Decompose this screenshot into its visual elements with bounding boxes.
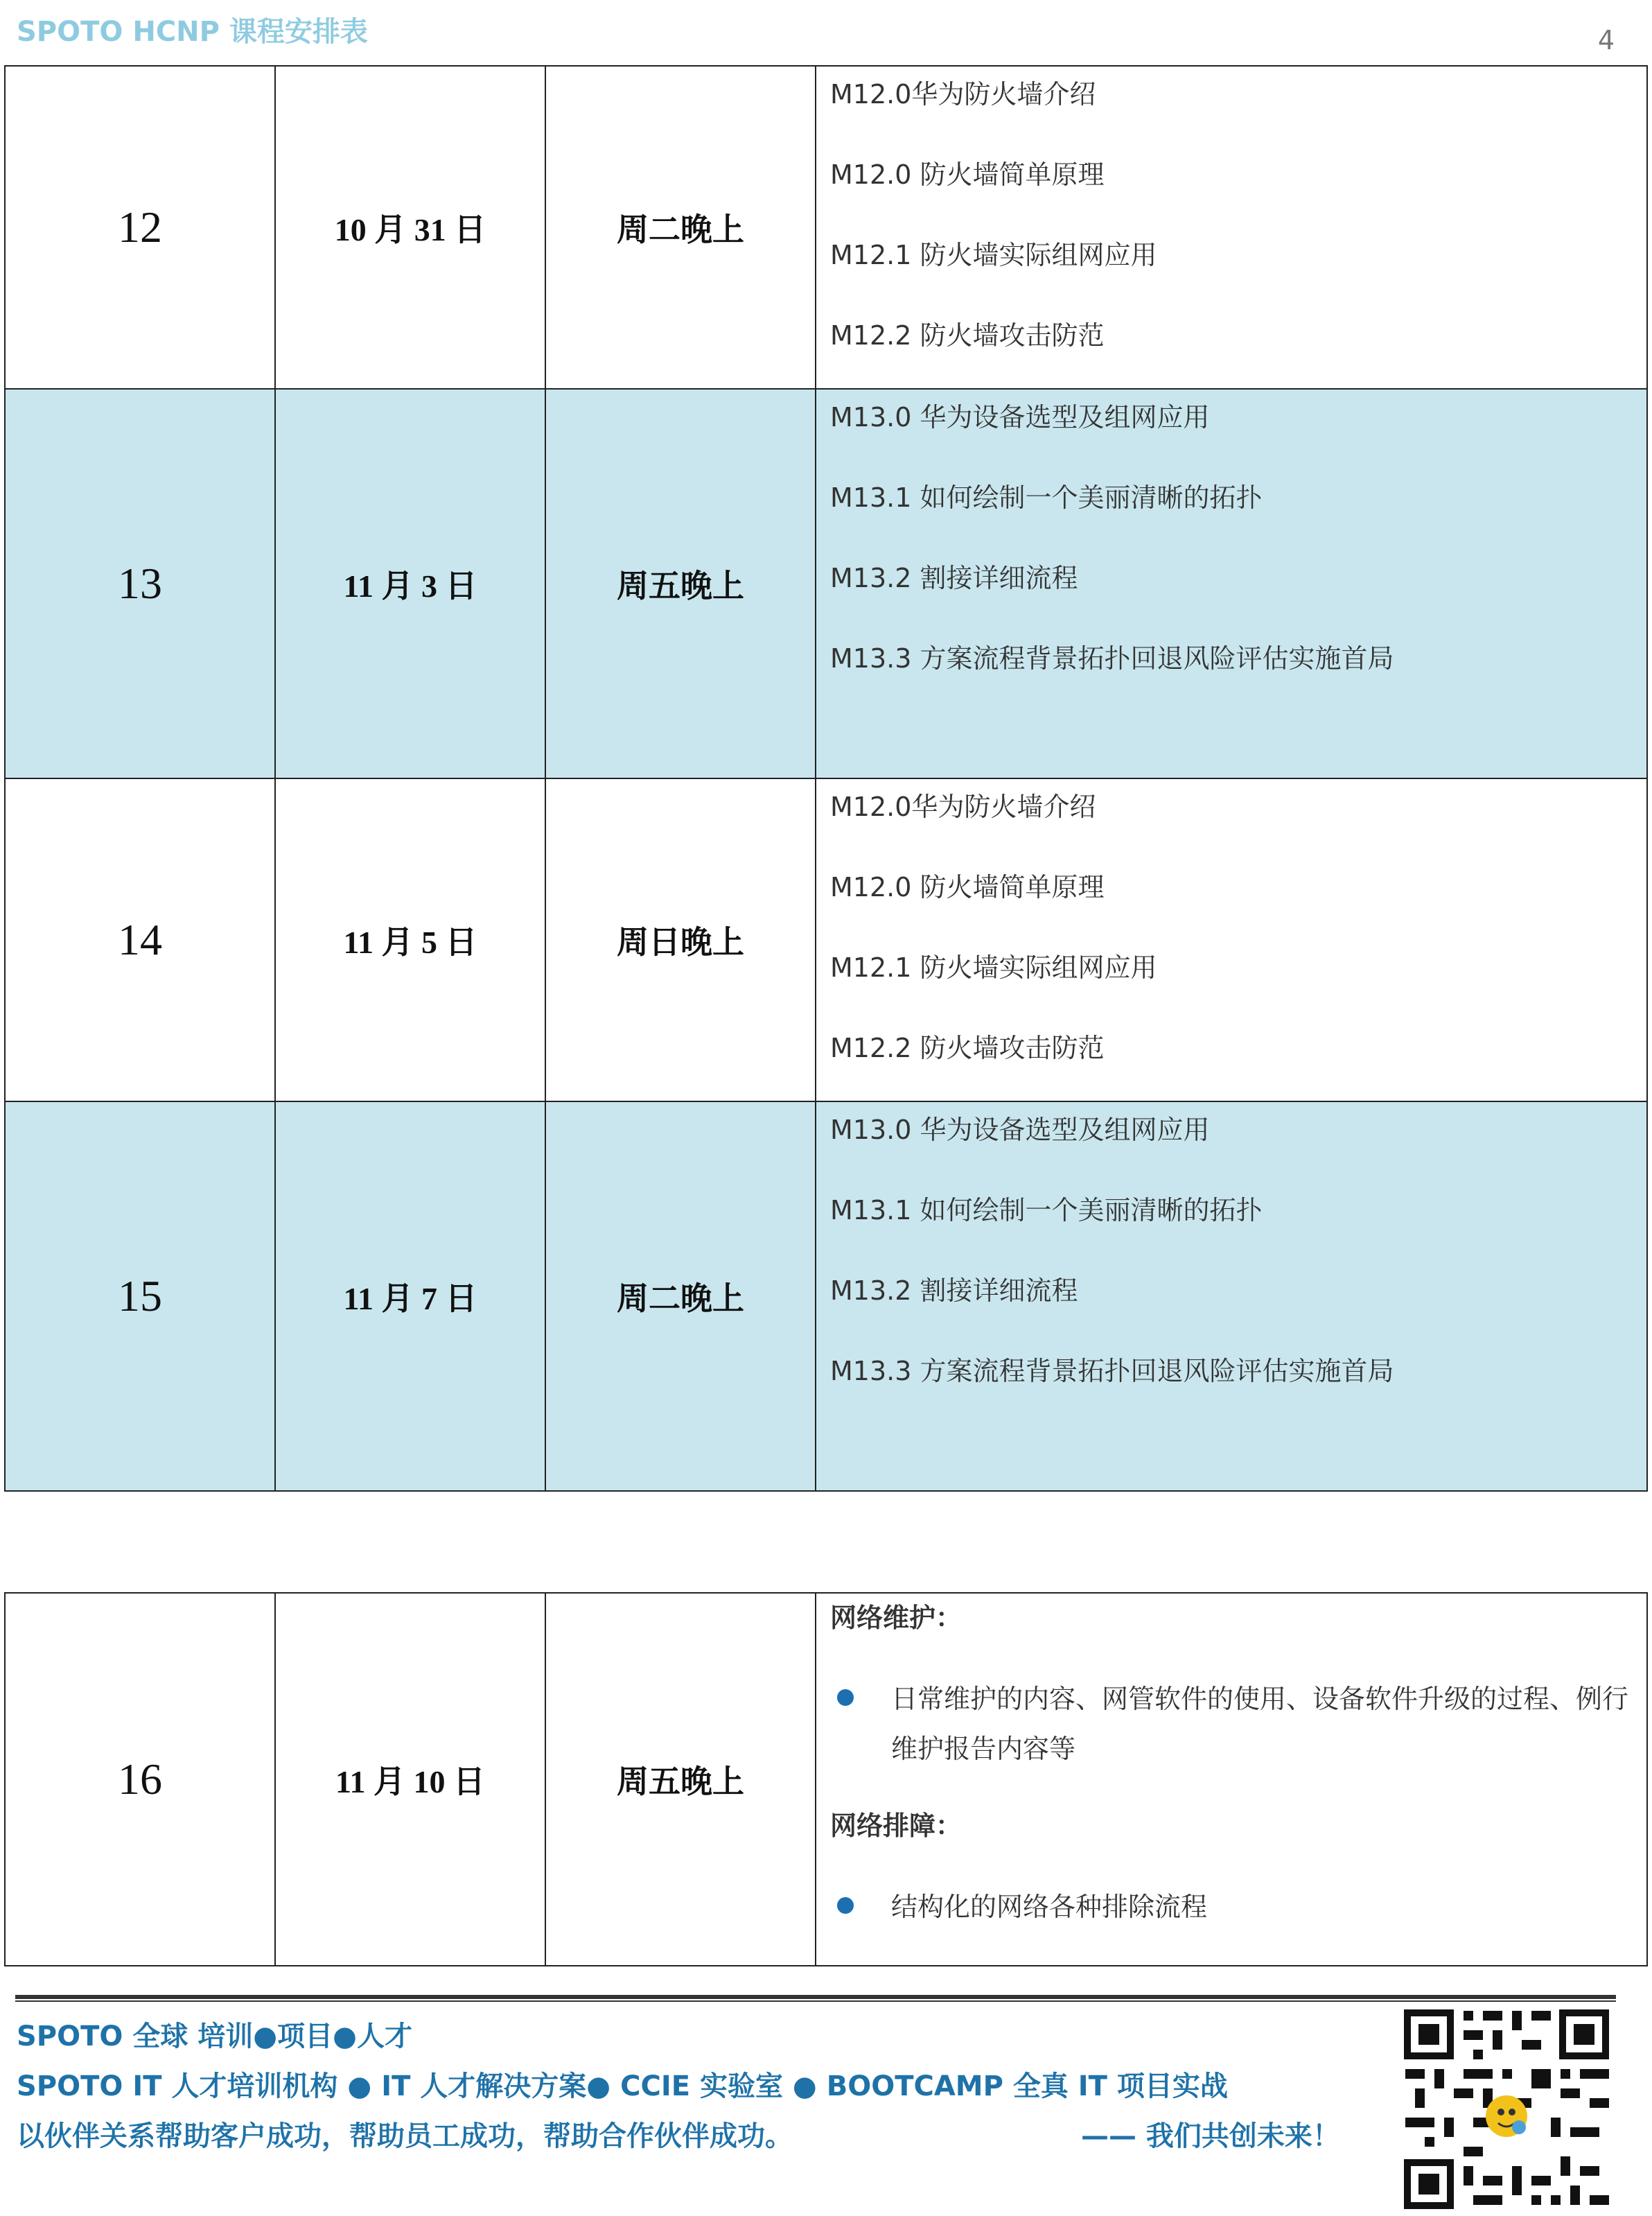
lesson-date: 11 月 7 日 <box>275 1101 545 1491</box>
footer-line-3: 以伙伴关系帮助客户成功，帮助员工成功，帮助合作伙伴成功。 <box>17 2120 793 2152</box>
topic-item: M13.0 华为设备选型及组网应用 <box>830 402 1210 433</box>
topic-item: M13.1 如何绘制一个美丽清晰的拓扑 <box>830 1195 1263 1225</box>
table-row <box>5 1593 1647 1966</box>
footer-line-2: SPOTO IT 人才培训机构 ● IT 人才解决方案● CCIE 实验室 ● BOOTCAMP 全真 IT 项目实战 <box>17 2070 1228 2102</box>
topic-item: M13.3 方案流程背景拓扑回退风险评估实施首局 <box>830 1356 1394 1386</box>
topic-item: M13.2 割接详细流程 <box>830 1275 1078 1306</box>
topic-item: M13.1 如何绘制一个美丽清晰的拓扑 <box>830 482 1263 513</box>
lesson-topics <box>816 778 1647 1101</box>
lesson-topics <box>816 1593 1647 1966</box>
bullet-text: 日常维护的内容、网管软件的使用、设备软件升级的过程、例行维护报告内容等 <box>891 1684 1629 1764</box>
header-title: SPOTO HCNP 课程安排表 <box>17 16 368 48</box>
lesson-time: 周日晚上 <box>545 778 816 1101</box>
lesson-number: 15 <box>5 1101 275 1491</box>
topic-item: M12.0华为防火墙介绍 <box>830 79 1096 110</box>
lesson-number: 14 <box>5 778 275 1101</box>
bullet-item <box>830 1674 1633 1774</box>
lesson-time: 周二晚上 <box>545 66 816 389</box>
topic-item: M12.1 防火墙实际组网应用 <box>830 952 1157 983</box>
schedule-table-a <box>4 65 1648 1492</box>
topic-item: M13.2 割接详细流程 <box>830 563 1078 593</box>
lesson-number: 16 <box>5 1593 275 1966</box>
table-row <box>5 389 1647 778</box>
lesson-date: 11 月 10 日 <box>275 1593 545 1966</box>
footer-slogan: —— 我们共创未来！ <box>1081 2120 1340 2152</box>
lesson-date: 11 月 3 日 <box>275 389 545 778</box>
lesson-topics <box>816 1101 1647 1491</box>
table-row <box>5 66 1647 389</box>
topic-item: M12.2 防火墙攻击防范 <box>830 1033 1105 1063</box>
qr-code-icon <box>1400 2005 1613 2213</box>
lesson-time: 周五晚上 <box>545 389 816 778</box>
topic-item: M13.3 方案流程背景拓扑回退风险评估实施首局 <box>830 643 1394 674</box>
page-number: 4 <box>1597 25 1615 55</box>
topic-item: M12.1 防火墙实际组网应用 <box>830 240 1157 270</box>
lesson-number: 12 <box>5 66 275 389</box>
bullet-item <box>830 1882 1633 1932</box>
topic-item: M12.2 防火墙攻击防范 <box>830 320 1105 351</box>
bullet-dot-icon <box>837 1897 854 1914</box>
schedule-table-b <box>4 1592 1648 1966</box>
topic-item: M12.0 防火墙简单原理 <box>830 872 1105 902</box>
lesson-number: 13 <box>5 389 275 778</box>
table-row <box>5 778 1647 1101</box>
lesson-time: 周五晚上 <box>545 1593 816 1966</box>
lesson-topics <box>816 389 1647 778</box>
lesson-topics <box>816 66 1647 389</box>
bullet-text: 结构化的网络各种排除流程 <box>891 1892 1208 1922</box>
lesson-date: 10 月 31 日 <box>275 66 545 389</box>
bullet-dot-icon <box>837 1689 854 1706</box>
lesson-time: 周二晚上 <box>545 1101 816 1491</box>
topic-item: M12.0华为防火墙介绍 <box>830 792 1096 822</box>
footer-line-1: SPOTO 全球 培训●项目●人才 <box>17 2021 413 2052</box>
topic-item: M13.0 华为设备选型及组网应用 <box>830 1115 1210 1145</box>
footer-divider <box>15 1995 1616 2002</box>
table-row <box>5 1101 1647 1491</box>
topic-item: M12.0 防火墙简单原理 <box>830 159 1105 190</box>
lesson-date: 11 月 5 日 <box>275 778 545 1101</box>
section-heading-troubleshooting: 网络排障： <box>830 1811 963 1841</box>
section-heading-maintenance: 网络维护： <box>830 1603 963 1633</box>
